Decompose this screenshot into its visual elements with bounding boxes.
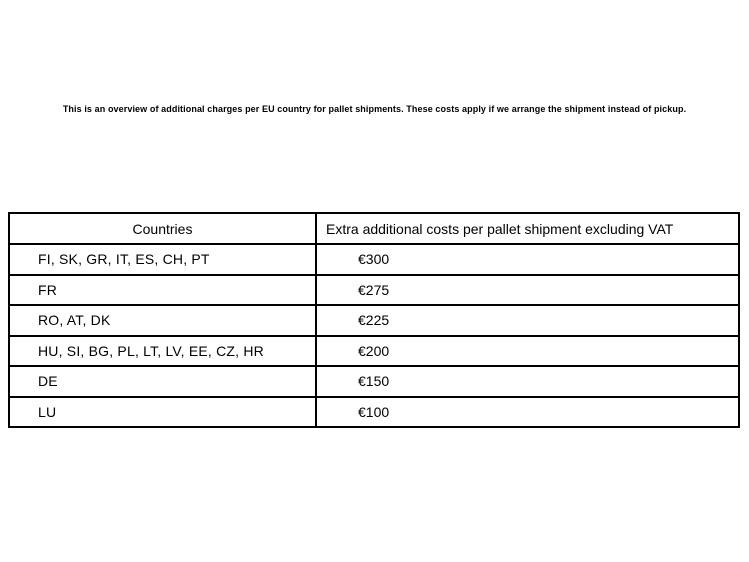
cost-cell: €225 [316, 305, 739, 336]
intro-text: This is an overview of additional charges per EU country for pallet shipments. These costs apply if we arrange the shipment instead of pickup. [62, 104, 687, 114]
cost-cell: €300 [316, 244, 739, 275]
countries-cell: RO, AT, DK [9, 305, 316, 336]
table-row [9, 275, 739, 306]
table-header-row [9, 213, 739, 244]
table-row [9, 305, 739, 336]
table-row [9, 244, 739, 275]
table-row [9, 397, 739, 428]
cost-cell: €150 [316, 366, 739, 397]
countries-cell: FI, SK, GR, IT, ES, CH, PT [9, 244, 316, 275]
countries-cell: FR [9, 275, 316, 306]
countries-column-header: Countries [9, 213, 316, 244]
countries-cell: LU [9, 397, 316, 428]
table-row [9, 366, 739, 397]
costs-column-header: Extra additional costs per pallet shipment excluding VAT [316, 213, 739, 244]
countries-cell: DE [9, 366, 316, 397]
charges-table [8, 212, 740, 428]
cost-cell: €275 [316, 275, 739, 306]
countries-cell: HU, SI, BG, PL, LT, LV, EE, CZ, HR [9, 336, 316, 367]
cost-cell: €100 [316, 397, 739, 428]
table-row [9, 336, 739, 367]
cost-cell: €200 [316, 336, 739, 367]
